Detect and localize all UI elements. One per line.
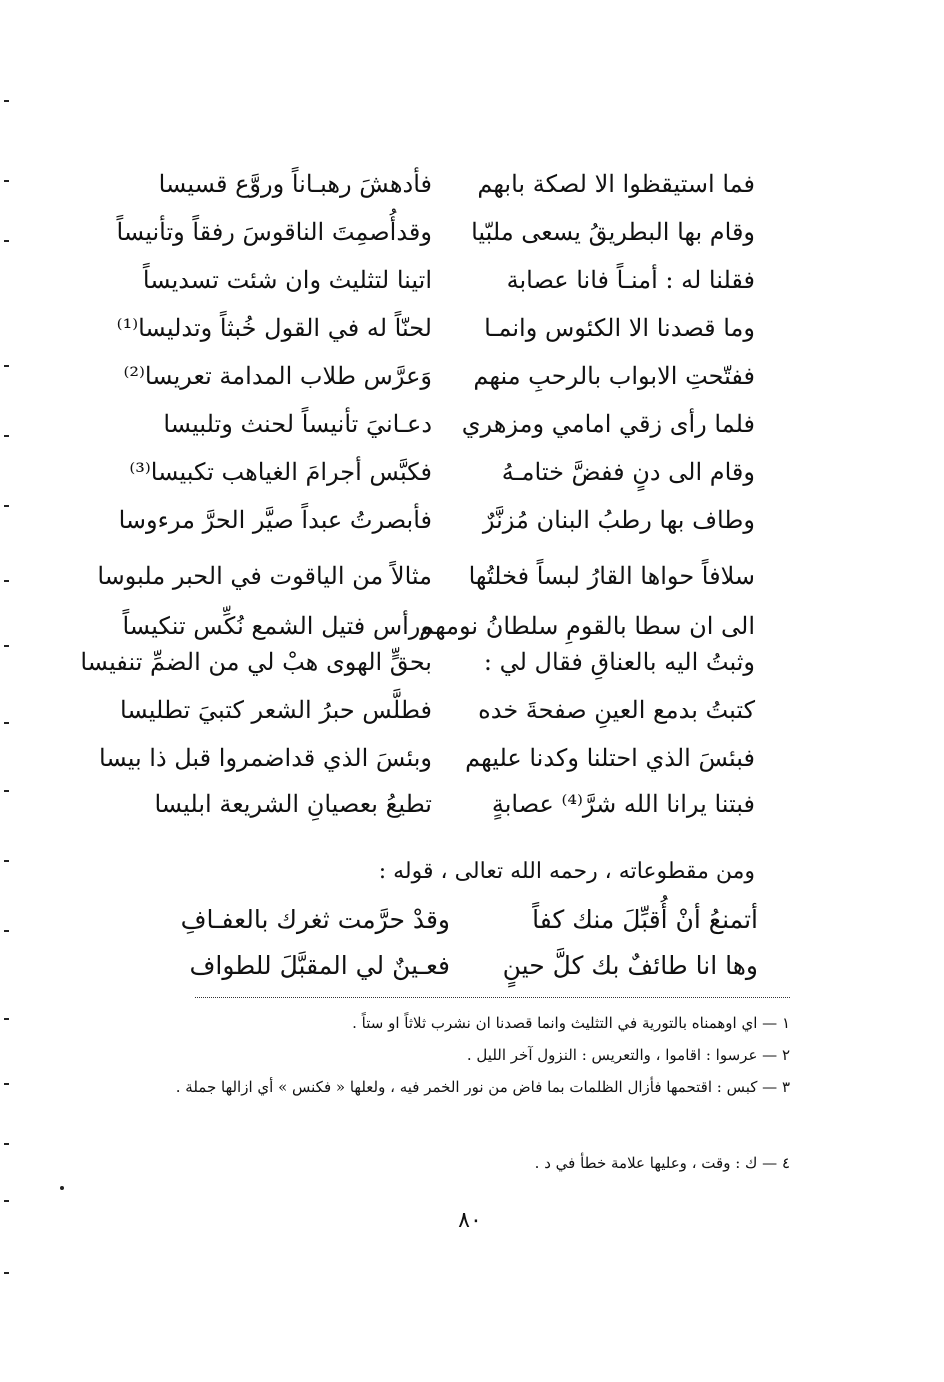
verse-first-hemistich: فبتنا يرانا الله شرَّ⁽⁴⁾ عصابةٍ: [491, 790, 755, 818]
couplet-verse: [0, 944, 944, 988]
verse-first-hemistich: فما استيقظوا الا لصكة بابهم: [477, 170, 755, 198]
verse: [0, 352, 944, 400]
verse-second-hemistich: فأبصرتُ عبداً صيَّر الحرَّ مرءوسا: [118, 506, 432, 534]
verse-second-hemistich: فكبَّس أجرامَ الغياهب تكبيسا⁽³⁾: [129, 458, 432, 486]
verse: [0, 160, 944, 208]
verse: [0, 304, 944, 352]
footnote: ٢ — عرسوا : اقاموا ، والتعريس : النزول آخر الليل .: [466, 1046, 790, 1064]
verse: [0, 552, 944, 600]
verse-second-hemistich: اتينا لتثليث وان شئت تسديساً: [142, 266, 432, 294]
footnote: ٤ — ك : وقت ، وعليها علامة خطأ في د .: [534, 1154, 790, 1172]
verse-first-hemistich: الى ان سطا بالقومِ سلطانُ نومهم: [419, 612, 755, 640]
verse: [0, 734, 944, 782]
verse: [0, 496, 944, 544]
verse-second-hemistich: دعـانيَ تأنيساً لحنث وتلبيسا: [163, 410, 432, 438]
verse-first-hemistich: وها انا طائفٌ بك كلَّ حينٍ: [502, 951, 758, 980]
verse-first-hemistich: سلافاً حواها القارُ لبساً فخلتُها: [468, 562, 755, 590]
verse-second-hemistich: بحقٍّ الهوى هبْ لي من الضمِّ تنفيسا: [80, 648, 432, 676]
scan-mark: [4, 1272, 9, 1274]
verse-second-hemistich: مثالاً من الياقوت في الحبر ملبوسا: [97, 562, 432, 590]
couplet-verse: [0, 898, 944, 942]
verse-second-hemistich: وقدأُصمِتَ الناقوسَ رفقاً وتأنيساً: [116, 218, 432, 246]
verse-first-hemistich: وما قصدنا الا الكئوس وانمـا: [484, 314, 755, 342]
verse: [0, 780, 944, 828]
verse-second-hemistich: وقدْ حرَّمت ثغرك بالعفـافِ: [180, 905, 450, 934]
scan-mark: [4, 100, 9, 102]
verse-second-hemistich: وبئسَ الذي قداضمروا قبل ذا بيسا: [99, 744, 432, 772]
verse-first-hemistich: ففتّحتِ الابواب بالرحبِ منهم: [473, 362, 755, 390]
verse-first-hemistich: فلما رأى زقي امامي ومزهري: [461, 410, 755, 438]
scan-mark: [4, 860, 9, 862]
verse: [0, 256, 944, 304]
verse: [0, 448, 944, 496]
verse-second-hemistich: وَعرَّس طلاب المدامة تعريسا⁽²⁾: [123, 362, 432, 390]
scan-speck: [60, 1186, 64, 1190]
verse-first-hemistich: كتبتُ بدمع العينِ صفحةَ خده: [478, 696, 755, 724]
scan-mark: [4, 1083, 9, 1085]
verse: [0, 208, 944, 256]
page-number: ٨٠: [458, 1208, 482, 1233]
verse-second-hemistich: فأدهشَ رهبـاناً وروَّع قسيسا: [158, 170, 432, 198]
verse: [0, 400, 944, 448]
verse-first-hemistich: وطاف بها رطبُ البنان مُزنَّرٌ: [482, 506, 755, 534]
verse-first-hemistich: أتمنعُ أنْ أُقبِّلَ منك كفاً: [532, 905, 758, 934]
verse-second-hemistich: لحنّاً له في القول خُبثاً وتدليسا⁽¹⁾: [116, 314, 432, 342]
verse-first-hemistich: وقام الى دنٍ ففضَّ ختامـهُ: [501, 458, 755, 486]
scan-mark: [4, 1200, 9, 1202]
verse-first-hemistich: وقام بها البطريقُ يسعى ملبّيا: [471, 218, 755, 246]
verse: [0, 686, 944, 734]
footnote: ٣ — كبس : اقتحمها فأزال الظلمات بما فاض من نور الخمر فيه ، ولعلها « فكنس » أي ازالها جملة .: [175, 1078, 790, 1096]
footnote: ١ — اي اوهمناه بالتورية في التثليث وانما قصدنا ان نشرب ثلاثاً او ستاً .: [352, 1014, 790, 1032]
scan-mark: [4, 1143, 9, 1145]
verse: [0, 638, 944, 686]
verse-first-hemistich: فقلنا له : أمنـاً فانا عصابة: [506, 266, 755, 294]
verse-second-hemistich: ورأس فتيل الشمع نُكِّس تنكيساً: [122, 612, 432, 640]
verse-second-hemistich: تطيعُ بعصيانِ الشريعة ابليسا: [154, 790, 432, 818]
verse-first-hemistich: وثبتُ اليه بالعناقِ فقال لي :: [483, 648, 755, 676]
footnote-separator: [195, 997, 790, 998]
verse-second-hemistich: فطلَّس حبرُ الشعر كتبيَ تطليسا: [120, 696, 432, 724]
verse-second-hemistich: فعـينٌ لي المقبَّلَ للطواف: [189, 951, 450, 980]
intro-line: ومن مقطوعاته ، رحمه الله تعالى ، قوله :: [378, 859, 755, 884]
verse-first-hemistich: فبئسَ الذي احتلنا وكدنا عليهم: [465, 744, 755, 772]
scan-mark: [4, 1018, 9, 1020]
